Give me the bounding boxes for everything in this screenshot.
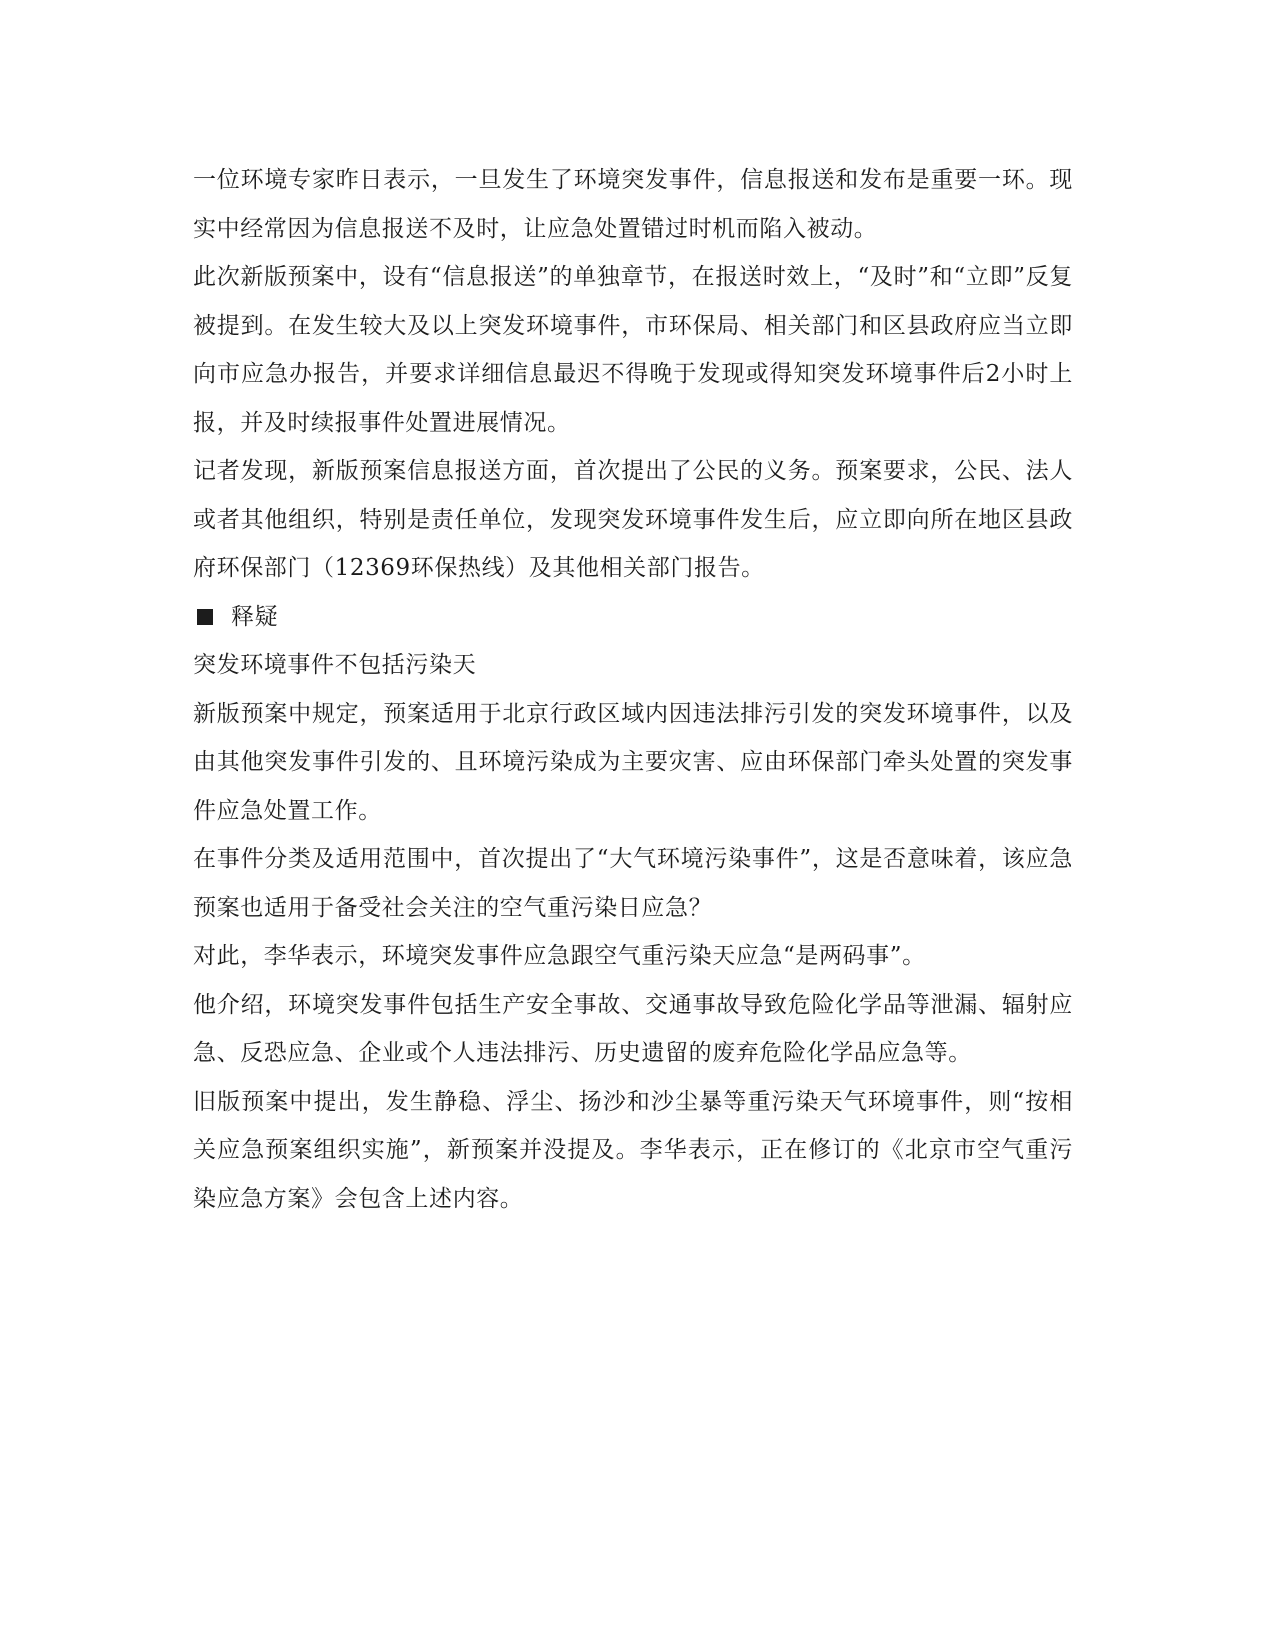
filled-square-icon bbox=[197, 609, 213, 625]
section-heading-label: 释疑 bbox=[231, 603, 279, 630]
document-body bbox=[193, 156, 1073, 1223]
paragraph-plan-scope: 新版预案中规定，预案适用于北京行政区域内因违法排污引发的突发环境事件，以及由其他突发事件引发的、且环境污染成为主要灾害、应由环保部门牵头处置的突发事件应急处置工作。 bbox=[193, 700, 1073, 824]
paragraph-info-reporting-importance: 一位环境专家昨日表示，一旦发生了环境突发事件，信息报送和发布是重要一环。现实中经常因为信息报送不及时，让应急处置错过时机而陷入被动。 bbox=[193, 167, 1073, 242]
paragraph-air-pollution-question: 在事件分类及适用范围中，首次提出了“大气环境污染事件”，这是否意味着，该应急预案也适用于备受社会关注的空气重污染日应急？ bbox=[193, 846, 1073, 921]
paragraph-li-hua-response: 对此，李华表示，环境突发事件应急跟空气重污染天应急“是两码事”。 bbox=[193, 943, 926, 969]
paragraph-event-types: 他介绍，环境突发事件包括生产安全事故、交通事故导致危险化学品等泄漏、辐射应急、反恐应急、企业或个人违法排污、历史遗留的废弃危险化学品应急等。 bbox=[193, 991, 1073, 1066]
paragraph-new-plan-reporting-chapter: 此次新版预案中，设有“信息报送”的单独章节，在报送时效上，“及时”和“立即”反复被提到。在发生较大及以上突发环境事件，市环保局、相关部门和区县政府应当立即向市应急办报告，并要求详细信息最迟不得晚于发现或得知突发环境事件后2小时上报，并及时续报事件处置进展情况。 bbox=[193, 264, 1073, 436]
subheading: 突发环境事件不包括污染天 bbox=[193, 652, 477, 678]
paragraph-old-plan-comparison: 旧版预案中提出，发生静稳、浮尘、扬沙和沙尘暴等重污染天气环境事件，则“按相关应急预案组织实施”，新预案并没提及。李华表示，正在修订的《北京市空气重污染应急方案》会包含上述内容。 bbox=[193, 1088, 1073, 1212]
section-heading bbox=[193, 593, 1073, 642]
paragraph-citizen-obligation: 记者发现，新版预案信息报送方面，首次提出了公民的义务。预案要求，公民、法人或者其他组织，特别是责任单位，发现突发环境事件发生后，应立即向所在地区县政府环保部门（12369环保热线）及其他相关部门报告。 bbox=[193, 458, 1073, 581]
